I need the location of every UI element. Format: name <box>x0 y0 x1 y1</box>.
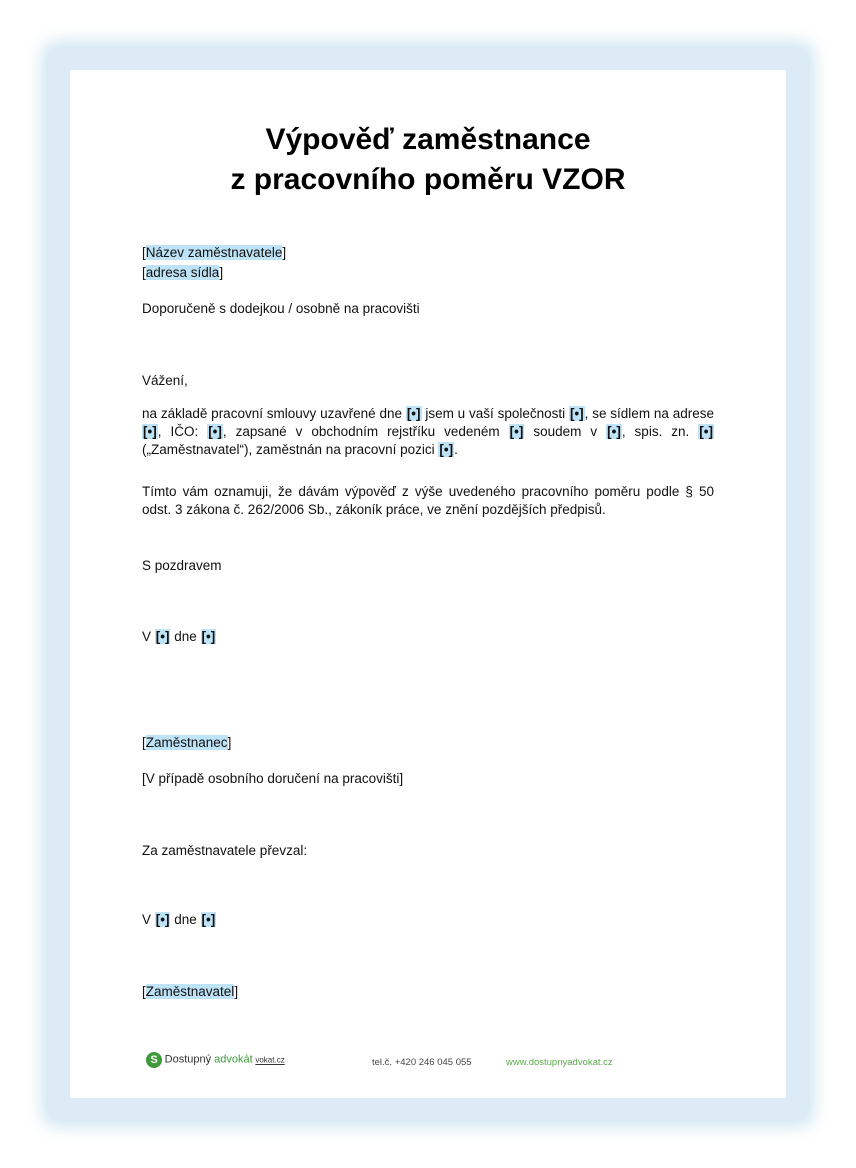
footer-logo: S Dostupný advokát vokat.cz <box>146 1052 285 1068</box>
closing: S pozdravem <box>142 558 222 573</box>
delivery-method: Doporučeně s dodejkou / osobně na pracovišti <box>142 301 420 316</box>
document-page <box>70 70 786 1098</box>
employer-signature: [Zaměstnavatel] <box>142 984 239 999</box>
paragraph-employment: na základě pracovní smlouvy uzavřené dne [•] jsem u vaší společnosti [•], se sídlem na adrese [•], IČO: [•], zapsané v obchodním rejstříku vedeném [•] soudem v [•], spis. zn. [•] („Zaměstnavatel“), zaměstnán na pracovní pozici [•]. <box>142 406 714 457</box>
footer-phone: tel.č. +420 246 045 055 <box>372 1057 472 1068</box>
place-date-line-1: V [•] dne [•] <box>142 629 216 644</box>
document-title: Výpověď zaměstnance z pracovního poměru VZOR <box>230 123 626 196</box>
salutation: Vážení, <box>142 373 188 388</box>
footer-website[interactable]: www.dostupnyadvokat.cz <box>506 1057 613 1068</box>
employer-name: [Název zaměstnavatele] <box>142 245 287 260</box>
logo-icon: S <box>146 1052 162 1068</box>
received-by: Za zaměstnavatele převzal: <box>142 843 308 858</box>
employee-signature: [Zaměstnanec] <box>142 735 232 750</box>
paragraph-notice: Tímto vám oznamuji, že dávám výpověď z výše uvedeného pracovního poměru podle § 50 odst. 3 zákona č. 262/2006 Sb., zákoník práce, ve znění pozdějších předpisů. <box>142 484 714 517</box>
employer-address: [adresa sídla] <box>142 265 224 280</box>
place-date-line-2: V [•] dne [•] <box>142 912 216 927</box>
personal-delivery-note: [V případě osobního doručení na pracovišti] <box>142 771 404 786</box>
